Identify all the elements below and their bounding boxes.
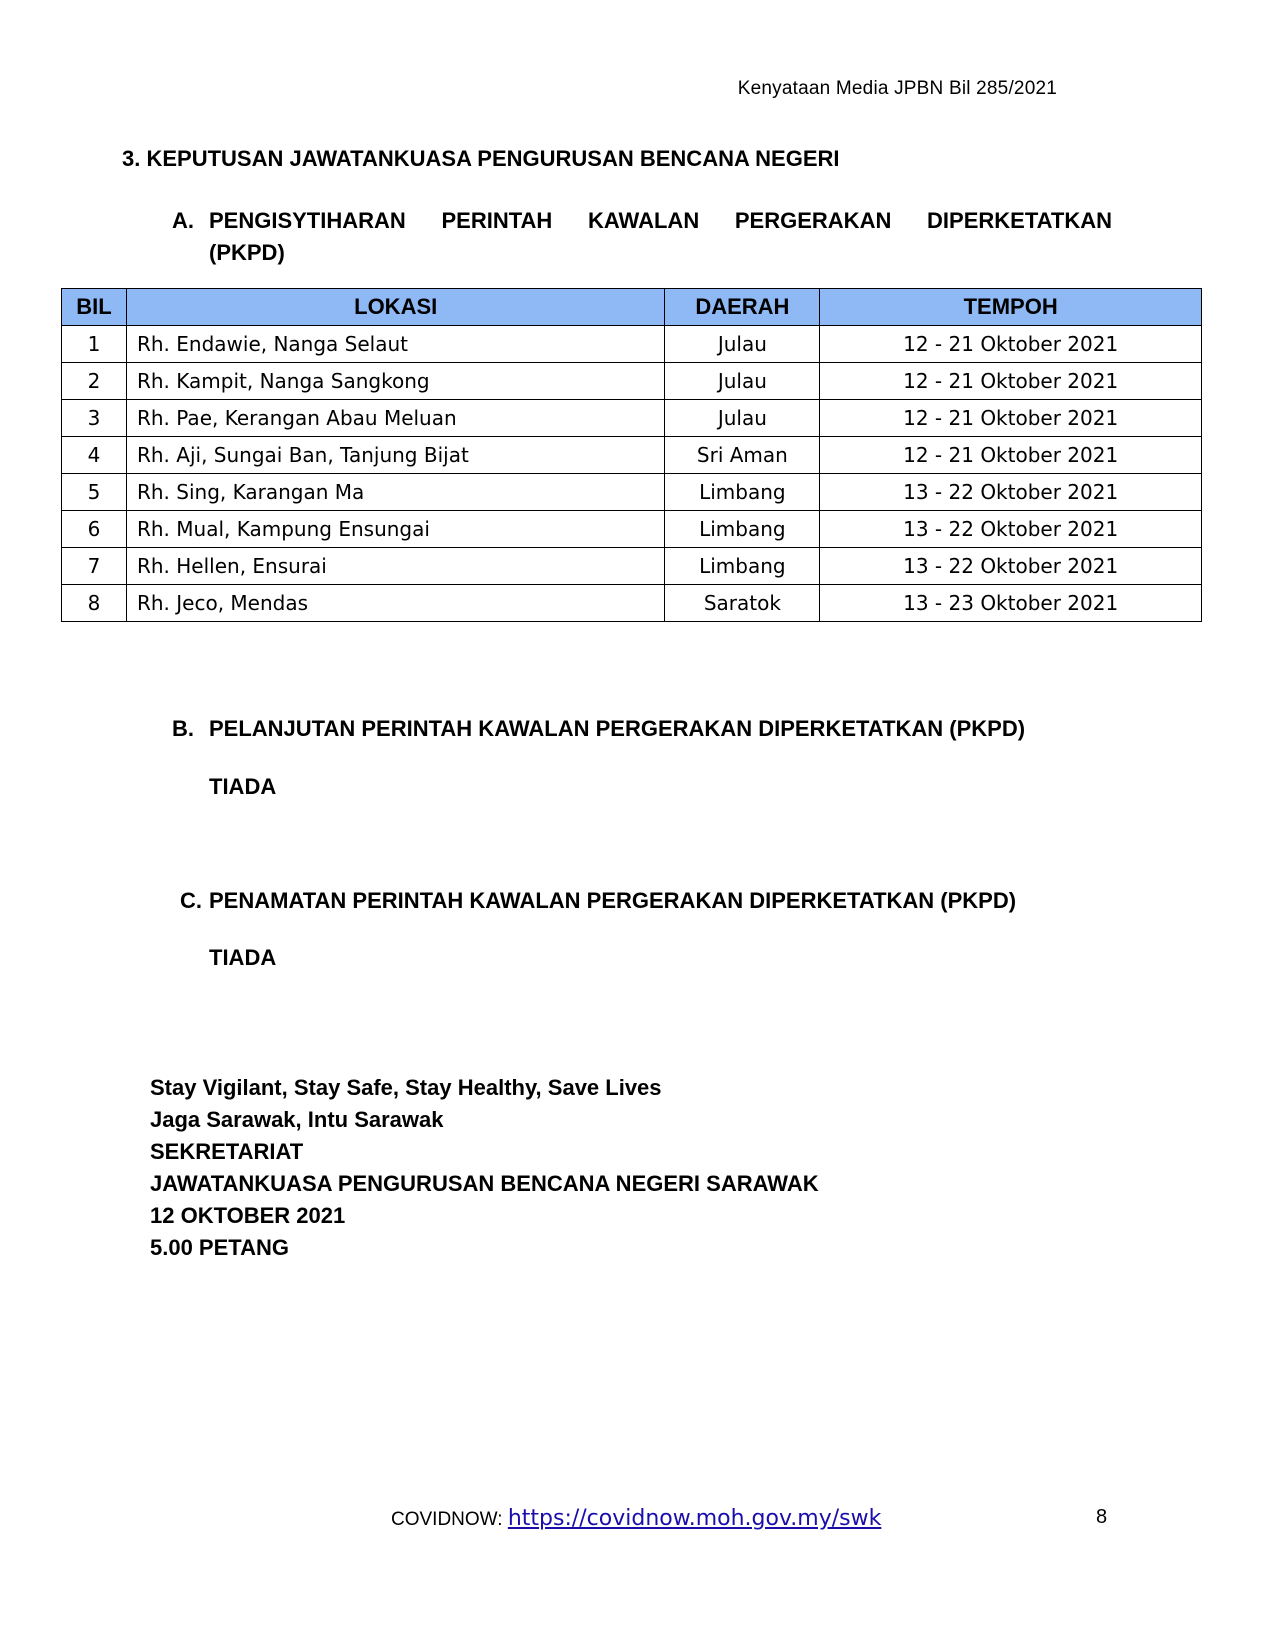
cell-bil: 6	[62, 511, 127, 548]
cell-daerah: Limbang	[665, 511, 820, 548]
table-row	[62, 326, 1202, 363]
cell-lokasi: Rh. Aji, Sungai Ban, Tanjung Bijat	[126, 437, 664, 474]
header-daerah: DAERAH	[665, 289, 820, 326]
table-row	[62, 363, 1202, 400]
pkpd-table	[61, 288, 1202, 622]
footer	[391, 1506, 881, 1531]
subsection-a-letter: A.	[172, 208, 194, 233]
cell-tempoh: 13 - 23 Oktober 2021	[820, 585, 1202, 622]
cell-daerah: Julau	[665, 363, 820, 400]
cell-bil: 1	[62, 326, 127, 363]
cell-lokasi: Rh. Sing, Karangan Ma	[126, 474, 664, 511]
closing-committee: JAWATANKUASA PENGURUSAN BENCANA NEGERI SARAWAK	[150, 1171, 819, 1196]
cell-lokasi: Rh. Mual, Kampung Ensungai	[126, 511, 664, 548]
table-row	[62, 548, 1202, 585]
cell-tempoh: 12 - 21 Oktober 2021	[820, 437, 1202, 474]
header-bil: BIL	[62, 289, 127, 326]
covidnow-link[interactable]: https://covidnow.moh.gov.my/swk	[507, 1506, 882, 1531]
footer-label: COVIDNOW:	[391, 1509, 508, 1530]
closing-block	[150, 1072, 819, 1264]
subsection-b-title: PELANJUTAN PERINTAH KAWALAN PERGERAKAN DIPERKETATKAN (PKPD)	[209, 716, 1026, 741]
page-number: 8	[1096, 1506, 1108, 1528]
closing-secretariat: SEKRETARIAT	[150, 1139, 304, 1164]
closing-slogan: Stay Vigilant, Stay Safe, Stay Healthy, Save Lives	[150, 1075, 662, 1100]
table-header-row	[62, 289, 1202, 326]
cell-bil: 5	[62, 474, 127, 511]
cell-tempoh: 12 - 21 Oktober 2021	[820, 326, 1202, 363]
section-title: 3. KEPUTUSAN JAWATANKUASA PENGURUSAN BENCANA NEGERI	[122, 146, 840, 171]
subsection-c-letter: C.	[180, 888, 202, 913]
subsection-a-title: PENGISYTIHARAN PERINTAH KAWALAN PERGERAKAN DIPERKETATKAN	[209, 208, 1112, 233]
table-row	[62, 511, 1202, 548]
cell-tempoh: 12 - 21 Oktober 2021	[820, 400, 1202, 437]
cell-bil: 2	[62, 363, 127, 400]
cell-daerah: Limbang	[665, 548, 820, 585]
cell-tempoh: 13 - 22 Oktober 2021	[820, 474, 1202, 511]
cell-lokasi: Rh. Kampit, Nanga Sangkong	[126, 363, 664, 400]
table-row	[62, 474, 1202, 511]
header-tempoh: TEMPOH	[820, 289, 1202, 326]
closing-time: 5.00 PETANG	[150, 1235, 289, 1260]
document-reference: Kenyataan Media JPBN Bil 285/2021	[737, 78, 1057, 99]
cell-lokasi: Rh. Jeco, Mendas	[126, 585, 664, 622]
cell-tempoh: 13 - 22 Oktober 2021	[820, 548, 1202, 585]
cell-tempoh: 12 - 21 Oktober 2021	[820, 363, 1202, 400]
closing-motto: Jaga Sarawak, Intu Sarawak	[150, 1107, 444, 1132]
cell-bil: 8	[62, 585, 127, 622]
cell-lokasi: Rh. Hellen, Ensurai	[126, 548, 664, 585]
closing-date: 12 OKTOBER 2021	[150, 1203, 346, 1228]
cell-daerah: Julau	[665, 400, 820, 437]
cell-bil: 7	[62, 548, 127, 585]
cell-lokasi: Rh. Pae, Kerangan Abau Meluan	[126, 400, 664, 437]
header-lokasi: LOKASI	[126, 289, 664, 326]
cell-lokasi: Rh. Endawie, Nanga Selaut	[126, 326, 664, 363]
cell-tempoh: 13 - 22 Oktober 2021	[820, 511, 1202, 548]
subsection-c-status: TIADA	[209, 945, 277, 970]
cell-daerah: Sri Aman	[665, 437, 820, 474]
cell-daerah: Saratok	[665, 585, 820, 622]
cell-bil: 3	[62, 400, 127, 437]
cell-daerah: Julau	[665, 326, 820, 363]
table-row	[62, 437, 1202, 474]
subsection-c-title: PENAMATAN PERINTAH KAWALAN PERGERAKAN DIPERKETATKAN (PKPD)	[209, 888, 1017, 913]
cell-bil: 4	[62, 437, 127, 474]
table-row	[62, 585, 1202, 622]
subsection-b-letter: B.	[172, 716, 194, 741]
subsection-b-status: TIADA	[209, 774, 277, 799]
subsection-a-title-cont: (PKPD)	[209, 240, 285, 265]
cell-daerah: Limbang	[665, 474, 820, 511]
table-row	[62, 400, 1202, 437]
